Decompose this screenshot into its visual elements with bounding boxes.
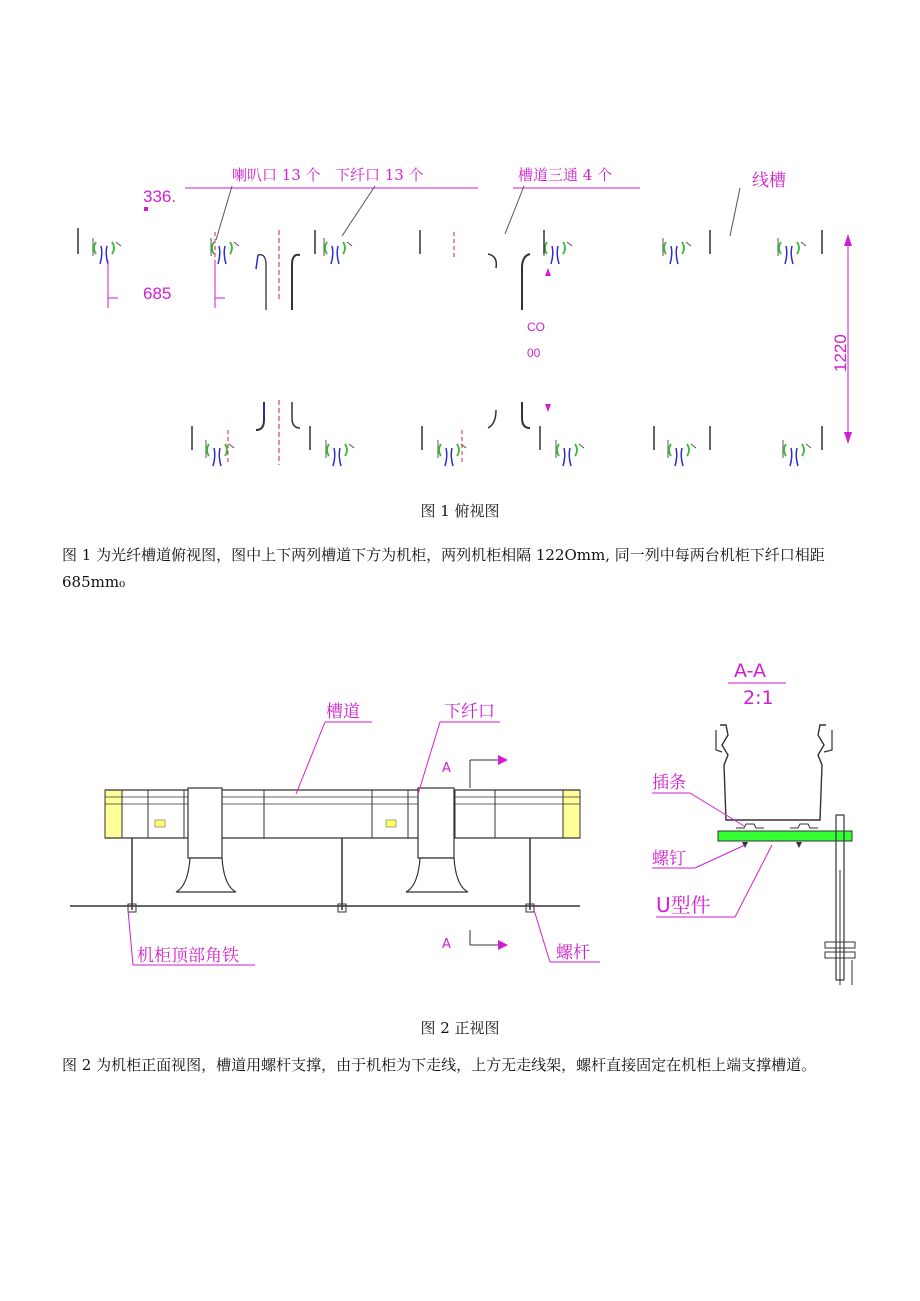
label-horn-ports: 喇叭口 13 个 bbox=[232, 166, 321, 184]
label-scale: 2:1 bbox=[743, 687, 774, 709]
figure-1-caption: 图 1 俯视图 bbox=[420, 502, 500, 520]
dim-685: 685 bbox=[143, 284, 172, 303]
label-screw: 螺钉 bbox=[652, 849, 686, 869]
label-a-bottom: A bbox=[442, 937, 451, 952]
section-detail bbox=[652, 683, 855, 985]
text-co: CO bbox=[527, 320, 545, 334]
label-rod: 螺杆 bbox=[556, 943, 590, 963]
label-u-part: U型件 bbox=[656, 893, 711, 917]
label-down-port: 下纤口 bbox=[444, 702, 495, 722]
label-angle-iron: 机柜顶部角铁 bbox=[137, 946, 239, 966]
text-00: 00 bbox=[527, 346, 541, 360]
dim-336: 336. bbox=[143, 187, 177, 206]
figure-1-description: 图 1 为光纤槽道俯视图，图中上下两列槽道下方为机柜，两列机柜相隔 122Omm, 同一列中每两台机柜下纤口相距 685mm₀ bbox=[62, 546, 825, 591]
label-strip: 插条 bbox=[652, 773, 686, 793]
label-section: A-A bbox=[734, 660, 767, 682]
label-channel: 槽道 bbox=[326, 702, 360, 722]
label-down-ports: 下纤口 13 个 bbox=[335, 166, 424, 184]
figure-2-caption: 图 2 正视图 bbox=[420, 1019, 500, 1037]
figure-2-description: 图 2 为机柜正面视图，槽道用螺杆支撑，由于机柜为下走线，上方无走线架，螺杆直接固定在机柜上端支撑槽道。 bbox=[62, 1056, 817, 1074]
dim-1220: 1220 bbox=[831, 334, 850, 372]
label-a-top: A bbox=[442, 761, 451, 776]
section-mark-a bbox=[470, 755, 508, 950]
channel-body bbox=[105, 790, 580, 838]
label-trough: 线槽 bbox=[752, 171, 786, 191]
label-tee: 槽道三通 4 个 bbox=[518, 166, 613, 184]
